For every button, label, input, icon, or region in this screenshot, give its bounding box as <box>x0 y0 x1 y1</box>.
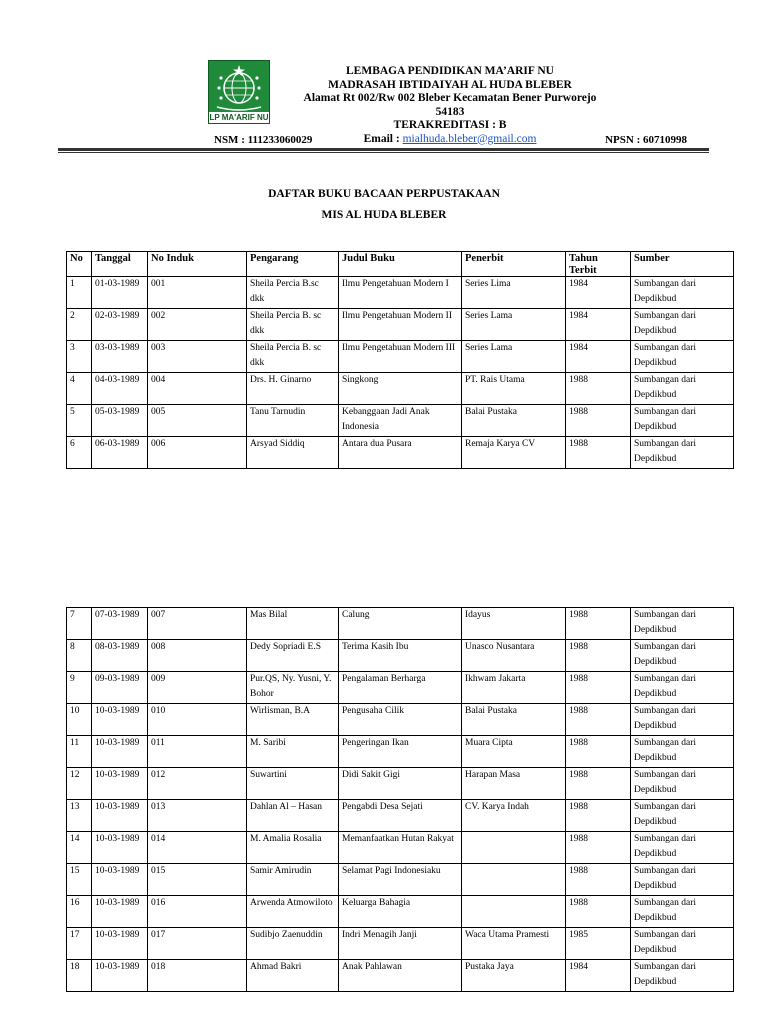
cell-judul-buku: Calung <box>339 608 462 640</box>
cell-tahun-terbit: 1988 <box>566 608 631 640</box>
cell-no-induk: 009 <box>148 672 247 704</box>
cell-sumber: Sumbangan dari Depdikbud <box>631 640 734 672</box>
cell-judul-buku: Indri Menagih Janji <box>339 928 462 960</box>
cell-sumber: Sumbangan dari Depdikbud <box>631 608 734 640</box>
table-row <box>67 832 734 864</box>
cell-no-induk: 002 <box>148 309 247 341</box>
cell-penerbit: Pustaka Jaya <box>462 960 566 992</box>
cell-no: 6 <box>67 437 92 469</box>
column-header: Sumber <box>631 252 734 277</box>
cell-tanggal: 10-03-1989 <box>92 928 148 960</box>
cell-sumber: Sumbangan dari Depdikbud <box>631 309 734 341</box>
cell-sumber: Sumbangan dari Depdikbud <box>631 405 734 437</box>
cell-no: 17 <box>67 928 92 960</box>
book-table-part-1 <box>66 251 734 469</box>
cell-no-induk: 005 <box>148 405 247 437</box>
cell-tanggal: 10-03-1989 <box>92 864 148 896</box>
table-row <box>67 672 734 704</box>
table-row <box>67 928 734 960</box>
cell-no: 7 <box>67 608 92 640</box>
cell-judul-buku: Anak Pahlawan <box>339 960 462 992</box>
cell-tanggal: 10-03-1989 <box>92 736 148 768</box>
cell-no: 16 <box>67 896 92 928</box>
cell-no: 18 <box>67 960 92 992</box>
nsm-number: NSM : 111233060029 <box>214 134 313 146</box>
cell-tahun-terbit: 1984 <box>566 960 631 992</box>
cell-pengarang: Ahmad Bakri <box>247 960 339 992</box>
cell-pengarang: Arsyad Siddiq <box>247 437 339 469</box>
cell-penerbit: Balai Pustaka <box>462 405 566 437</box>
cell-pengarang: Dedy Sopriadi E.S <box>247 640 339 672</box>
header-divider-thick <box>58 148 709 151</box>
table-row <box>67 277 734 309</box>
cell-tanggal: 10-03-1989 <box>92 704 148 736</box>
cell-pengarang: Sheila Percia B. sc dkk <box>247 341 339 373</box>
table-row <box>67 736 734 768</box>
cell-tahun-terbit: 1984 <box>566 341 631 373</box>
cell-pengarang: Mas Bilal <box>247 608 339 640</box>
cell-tahun-terbit: 1988 <box>566 832 631 864</box>
cell-tanggal: 10-03-1989 <box>92 960 148 992</box>
cell-penerbit: Idayus <box>462 608 566 640</box>
cell-no-induk: 017 <box>148 928 247 960</box>
cell-no: 4 <box>67 373 92 405</box>
cell-sumber: Sumbangan dari Depdikbud <box>631 672 734 704</box>
column-header: No <box>67 252 92 277</box>
cell-no-induk: 015 <box>148 864 247 896</box>
cell-no-induk: 007 <box>148 608 247 640</box>
column-header: Pengarang <box>247 252 339 277</box>
table-row <box>67 768 734 800</box>
cell-tahun-terbit: 1988 <box>566 800 631 832</box>
table-row <box>67 800 734 832</box>
cell-judul-buku: Ilmu Pengetahuan Modern I <box>339 277 462 309</box>
cell-tahun-terbit: 1988 <box>566 640 631 672</box>
email-label: Email : <box>363 132 400 145</box>
cell-no-induk: 008 <box>148 640 247 672</box>
cell-penerbit: Ikhwam Jakarta <box>462 672 566 704</box>
cell-pengarang: Samir Amirudin <box>247 864 339 896</box>
cell-penerbit <box>462 896 566 928</box>
cell-sumber: Sumbangan dari Depdikbud <box>631 928 734 960</box>
cell-pengarang: Drs. H. Ginarno <box>247 373 339 405</box>
cell-pengarang: Suwartini <box>247 768 339 800</box>
email-link[interactable]: mialhuda.bleber@gmail.com <box>402 132 537 145</box>
document-title: DAFTAR BUKU BACAAN PERPUSTAKAAN <box>268 188 500 200</box>
cell-no: 13 <box>67 800 92 832</box>
cell-tahun-terbit: 1984 <box>566 309 631 341</box>
cell-tanggal: 10-03-1989 <box>92 768 148 800</box>
cell-penerbit: CV. Karya Indah <box>462 800 566 832</box>
cell-tahun-terbit: 1988 <box>566 736 631 768</box>
cell-tanggal: 09-03-1989 <box>92 672 148 704</box>
cell-judul-buku: Pengalaman Berharga <box>339 672 462 704</box>
cell-tanggal: 03-03-1989 <box>92 341 148 373</box>
cell-tanggal: 10-03-1989 <box>92 800 148 832</box>
cell-no-induk: 006 <box>148 437 247 469</box>
table-row <box>67 405 734 437</box>
cell-tahun-terbit: 1988 <box>566 405 631 437</box>
cell-sumber: Sumbangan dari Depdikbud <box>631 341 734 373</box>
cell-sumber: Sumbangan dari Depdikbud <box>631 896 734 928</box>
table-row <box>67 864 734 896</box>
table-row <box>67 640 734 672</box>
cell-no: 9 <box>67 672 92 704</box>
cell-penerbit: Remaja Karya CV <box>462 437 566 469</box>
cell-judul-buku: Pengeringan Ikan <box>339 736 462 768</box>
cell-pengarang: Pur.QS, Ny. Yusni, Y. Bohor <box>247 672 339 704</box>
cell-tahun-terbit: 1984 <box>566 277 631 309</box>
cell-no-induk: 013 <box>148 800 247 832</box>
cell-no: 8 <box>67 640 92 672</box>
cell-sumber: Sumbangan dari Depdikbud <box>631 704 734 736</box>
globe-star-emblem-icon <box>209 61 269 113</box>
cell-tanggal: 08-03-1989 <box>92 640 148 672</box>
cell-tanggal: 10-03-1989 <box>92 832 148 864</box>
table-row <box>67 341 734 373</box>
table-row <box>67 960 734 992</box>
table-row <box>67 373 734 405</box>
cell-pengarang: M. Amalia Rosalia <box>247 832 339 864</box>
cell-pengarang: M. Saribi <box>247 736 339 768</box>
cell-no-induk: 004 <box>148 373 247 405</box>
cell-judul-buku: Pengabdi Desa Sejati <box>339 800 462 832</box>
table-row <box>67 309 734 341</box>
cell-penerbit <box>462 832 566 864</box>
cell-pengarang: Sheila Percia B. sc dkk <box>247 309 339 341</box>
cell-no: 5 <box>67 405 92 437</box>
cell-tanggal: 04-03-1989 <box>92 373 148 405</box>
cell-tahun-terbit: 1988 <box>566 768 631 800</box>
npsn-number: NPSN : 60710998 <box>605 134 687 146</box>
cell-sumber: Sumbangan dari Depdikbud <box>631 960 734 992</box>
cell-penerbit: PT. Rais Utama <box>462 373 566 405</box>
cell-judul-buku: Ilmu Pengetahuan Modern III <box>339 341 462 373</box>
cell-sumber: Sumbangan dari Depdikbud <box>631 373 734 405</box>
cell-sumber: Sumbangan dari Depdikbud <box>631 736 734 768</box>
school-logo <box>208 60 270 124</box>
cell-tanggal: 05-03-1989 <box>92 405 148 437</box>
table-row <box>67 704 734 736</box>
cell-judul-buku: Memanfaatkan Hutan Rakyat <box>339 832 462 864</box>
document-subtitle: MIS AL HUDA BLEBER <box>321 209 447 221</box>
column-header: Judul Buku <box>339 252 462 277</box>
cell-tahun-terbit: 1988 <box>566 864 631 896</box>
cell-no: 2 <box>67 309 92 341</box>
cell-judul-buku: Selamat Pagi Indonesiaku <box>339 864 462 896</box>
cell-no-induk: 018 <box>148 960 247 992</box>
cell-no: 1 <box>67 277 92 309</box>
column-header: Penerbit <box>462 252 566 277</box>
cell-tanggal: 07-03-1989 <box>92 608 148 640</box>
cell-judul-buku: Pengusaha Cilik <box>339 704 462 736</box>
cell-sumber: Sumbangan dari Depdikbud <box>631 800 734 832</box>
cell-penerbit: Balai Pustaka <box>462 704 566 736</box>
cell-penerbit: Muara Cipta <box>462 736 566 768</box>
table-header-row <box>67 252 734 277</box>
cell-judul-buku: Antara dua Pusara <box>339 437 462 469</box>
cell-no: 10 <box>67 704 92 736</box>
cell-penerbit: Harapan Masa <box>462 768 566 800</box>
cell-no: 3 <box>67 341 92 373</box>
cell-sumber: Sumbangan dari Depdikbud <box>631 277 734 309</box>
cell-no-induk: 010 <box>148 704 247 736</box>
letterhead <box>290 65 610 146</box>
cell-penerbit: Series Lama <box>462 309 566 341</box>
book-table-part-2 <box>66 607 734 992</box>
cell-tahun-terbit: 1988 <box>566 896 631 928</box>
accreditation: TERAKREDITASI : B <box>393 119 507 131</box>
header-divider-thin <box>58 152 709 153</box>
cell-no: 12 <box>67 768 92 800</box>
cell-judul-buku: Terima Kasih Ibu <box>339 640 462 672</box>
table-body-part-2 <box>67 608 734 992</box>
cell-penerbit: Series Lima <box>462 277 566 309</box>
cell-tahun-terbit: 1985 <box>566 928 631 960</box>
cell-sumber: Sumbangan dari Depdikbud <box>631 768 734 800</box>
cell-penerbit <box>462 864 566 896</box>
cell-sumber: Sumbangan dari Depdikbud <box>631 437 734 469</box>
column-header: Tahun Terbit <box>566 252 631 277</box>
cell-no: 14 <box>67 832 92 864</box>
cell-no-induk: 001 <box>148 277 247 309</box>
cell-no: 15 <box>67 864 92 896</box>
cell-tahun-terbit: 1988 <box>566 437 631 469</box>
column-header: No Induk <box>148 252 247 277</box>
cell-pengarang: Sheila Percia B.sc dkk <box>247 277 339 309</box>
cell-judul-buku: Keluarga Bahagia <box>339 896 462 928</box>
cell-penerbit: Series Lama <box>462 341 566 373</box>
cell-judul-buku: Didi Sakit Gigi <box>339 768 462 800</box>
cell-sumber: Sumbangan dari Depdikbud <box>631 864 734 896</box>
email-line <box>290 133 610 147</box>
cell-no-induk: 014 <box>148 832 247 864</box>
cell-pengarang: Tanu Tarnudin <box>247 405 339 437</box>
table-row <box>67 896 734 928</box>
cell-tanggal: 02-03-1989 <box>92 309 148 341</box>
cell-tanggal: 10-03-1989 <box>92 896 148 928</box>
cell-judul-buku: Kebanggaan Jadi Anak Indonesia <box>339 405 462 437</box>
cell-pengarang: Dahlan Al – Hasan <box>247 800 339 832</box>
cell-no-induk: 003 <box>148 341 247 373</box>
cell-tahun-terbit: 1988 <box>566 373 631 405</box>
cell-judul-buku: Ilmu Pengetahuan Modern II <box>339 309 462 341</box>
cell-no-induk: 011 <box>148 736 247 768</box>
table-body-part-1 <box>67 277 734 469</box>
cell-tahun-terbit: 1988 <box>566 672 631 704</box>
cell-sumber: Sumbangan dari Depdikbud <box>631 832 734 864</box>
institution-name: LEMBAGA PENDIDIKAN MA’ARIF NU <box>346 65 554 77</box>
cell-pengarang: Arwenda Atmowiloto <box>247 896 339 928</box>
school-name: MADRASAH IBTIDAIYAH AL HUDA BLEBER <box>328 78 572 91</box>
cell-penerbit: Unasco Nusantara <box>462 640 566 672</box>
column-header: Tanggal <box>92 252 148 277</box>
cell-tanggal: 06-03-1989 <box>92 437 148 469</box>
table-row <box>67 437 734 469</box>
table-row <box>67 608 734 640</box>
cell-no-induk: 012 <box>148 768 247 800</box>
cell-tahun-terbit: 1988 <box>566 704 631 736</box>
logo-caption: LP MA'ARIF NU <box>209 113 269 122</box>
school-address: Alamat Rt 002/Rw 002 Bleber Kecamatan Bener Purworejo 54183 <box>303 92 597 118</box>
cell-no: 11 <box>67 736 92 768</box>
cell-penerbit: Waca Utama Pramesti <box>462 928 566 960</box>
cell-pengarang: Sudibjo Zaenuddin <box>247 928 339 960</box>
cell-no-induk: 016 <box>148 896 247 928</box>
cell-pengarang: Wirlisman, B.A <box>247 704 339 736</box>
cell-tanggal: 01-03-1989 <box>92 277 148 309</box>
cell-judul-buku: Singkong <box>339 373 462 405</box>
